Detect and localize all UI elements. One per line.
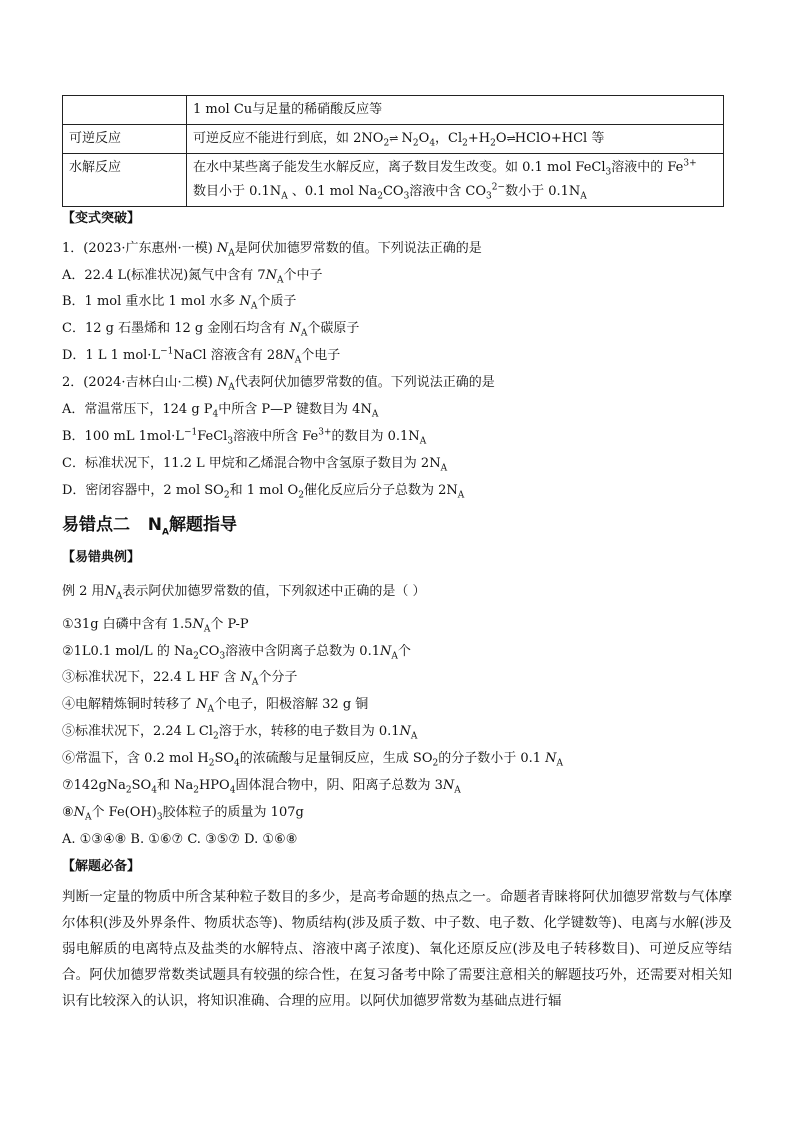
text: 个电子 <box>301 348 341 363</box>
text: 溶液中含阴离子总数为 0.1 <box>225 644 380 659</box>
text: 个 <box>397 644 411 659</box>
sup: −1 <box>160 346 174 357</box>
question-2-stem <box>62 373 495 393</box>
sub: 4 <box>229 785 236 796</box>
sub: A <box>203 624 211 635</box>
sub: A <box>251 677 259 688</box>
list-item <box>62 615 249 635</box>
section-label: 【变式突破】 <box>62 211 141 226</box>
text: ②1L0.1 mol/L 的 Na <box>62 644 194 659</box>
text: 2．(2024·吉林白山·二模) <box>62 375 217 390</box>
sub: 3 <box>486 191 492 202</box>
text: 表示阿伏加德罗常数的值，下列叙述中正确的是（ ） <box>122 584 426 599</box>
na-symbol: N <box>289 321 301 336</box>
sub: A <box>371 409 379 420</box>
na-symbol: N <box>379 644 392 659</box>
sub: 2 <box>490 138 496 149</box>
text: 和 1 mol O <box>229 483 299 498</box>
section-label: 【解题必备】 <box>62 859 141 874</box>
sub: 2 <box>462 138 468 149</box>
text: 个 P-P <box>210 617 249 632</box>
sub: 2 <box>383 138 390 149</box>
text: 易错点二 <box>62 515 130 535</box>
section-heading <box>62 510 237 538</box>
sub: 4 <box>429 138 436 149</box>
text: CO <box>198 644 220 659</box>
sub: A <box>294 355 302 366</box>
sub: 4 <box>234 758 240 769</box>
na-symbol: N <box>196 697 208 712</box>
sub: A <box>281 191 288 202</box>
text: N <box>401 131 413 146</box>
sub: 2 <box>193 785 199 796</box>
sub: A <box>391 651 398 662</box>
text: 溶液中含 CO <box>409 184 487 199</box>
text: N <box>147 515 162 535</box>
table-cell <box>63 96 187 125</box>
sub: 2 <box>432 758 439 769</box>
text: C．12 g 石墨烯和 12 g 金刚石均含有 <box>62 321 290 336</box>
equilibrium-arrow-icon: ⇌ <box>506 132 515 145</box>
text: A．常温常压下，124 g P <box>62 402 213 417</box>
sub: 3 <box>219 651 226 662</box>
text: SO <box>214 751 235 766</box>
text: 例 2 用 <box>62 584 105 599</box>
list-item <box>62 749 563 769</box>
text: ⑤标准状况下，2.24 L Cl <box>62 724 213 739</box>
sup: 3+ <box>683 158 697 169</box>
text: HPO <box>198 778 230 793</box>
text: NaCl 溶液含有 28 <box>173 348 284 363</box>
sub: A <box>440 463 448 474</box>
sub: A <box>410 731 418 742</box>
na-symbol: N <box>216 241 229 256</box>
text: 个碳原子 <box>307 321 360 336</box>
example-stem <box>62 582 426 602</box>
explanation-paragraph: 判断一定量的物质中所含某种粒子数目的多少，是高考命题的热点之一。命题者青睐将阿伏加德罗常数与气体摩尔体积(涉及外界条件、物质状态等)、物质结构(涉及质子数、中子数、电子数、化学键数等)、电离与水解(涉及弱电解质的电离特点及盐类的水解特点、溶液中离子浓度)、氧化还原反应(涉及电子转移数目)、可逆反应等结合。阿伏加德罗常数类试题具有较强的综合性，在复习备考中除了需要注意相关的解题技巧外，还需要对相关知识有比较深入的认识，将知识准确、合理的应用。以阿伏加德罗常数为基础点进行辐 <box>62 889 732 1009</box>
section-label: 【易错典例】 <box>62 550 141 565</box>
question-1-stem <box>62 239 482 259</box>
na-symbol: N <box>239 294 251 309</box>
text: 代表阿伏加德罗常数的值。下列说法正确的是 <box>234 375 495 390</box>
text: 胶体粒子的质量为 107g <box>162 805 304 820</box>
na-symbol: N <box>240 670 252 685</box>
text: ⑦142gNa <box>62 778 126 793</box>
text: ③标准状况下，22.4 L HF 含 <box>62 670 241 685</box>
text: ⑥常温下，含 0.2 mol H <box>62 751 209 766</box>
question-1-option-d <box>62 346 340 366</box>
text: 个分子 <box>258 670 298 685</box>
table-cell-category: 水解反应 <box>63 154 187 207</box>
text: O <box>418 131 430 146</box>
text: 和 Na <box>156 778 194 793</box>
answer-options: A. ①③④⑧ B. ①⑥⑦ C. ③⑤⑦ D. ①⑥⑧ <box>62 832 298 847</box>
text: 个 Fe(OH) <box>91 805 157 820</box>
question-1-option-a <box>62 266 323 286</box>
text: 催化反应后分子总数为 2N <box>303 483 458 498</box>
text: 的数目为 0.1N <box>331 429 420 444</box>
text: 、0.1 mol Na <box>291 184 378 199</box>
na-symbol: N <box>104 584 116 599</box>
text: ，Cl <box>435 131 463 146</box>
sub: A <box>162 527 169 538</box>
text: 个中子 <box>283 268 323 283</box>
list-item: $⑧N_A$个 $Fe(OH)_3$胶体粒子的质量为 107g <box>62 805 304 823</box>
sub: 2 <box>412 138 419 149</box>
text: SO <box>131 778 152 793</box>
question-2-option-d <box>62 481 464 501</box>
list-item <box>62 776 461 796</box>
sub: 2 <box>208 758 215 769</box>
sub: A <box>419 436 427 447</box>
sup: 2− <box>491 182 506 193</box>
text: HClO+HCl 等 <box>514 131 605 146</box>
sub: A <box>300 328 308 339</box>
reaction-table <box>62 95 724 207</box>
text: CO <box>382 184 404 199</box>
sub: 3 <box>403 191 410 202</box>
sub: 4 <box>151 785 157 796</box>
sub: 3 <box>227 436 234 447</box>
equilibrium-arrow-icon: ⇌ <box>389 132 398 145</box>
text: ④电解精炼铜时转移了 <box>62 697 197 712</box>
sub: A <box>457 490 465 501</box>
sub: 3 <box>156 812 163 823</box>
text: 数小于 0.1N <box>505 184 581 199</box>
na-symbol: N <box>545 751 557 766</box>
question-2-option-a <box>62 400 378 420</box>
sub: A <box>228 248 235 259</box>
sub: A <box>580 191 587 202</box>
sub: A <box>228 382 235 393</box>
text: 个电子，阳极溶解 32 g 铜 <box>214 697 369 712</box>
sub: 2 <box>377 191 383 202</box>
sub: 2 <box>298 490 304 501</box>
text: 是阿伏加德罗常数的值。下列说法正确的是 <box>234 241 482 256</box>
table-cell-category: 可逆反应 <box>63 125 187 154</box>
table-row <box>63 125 724 154</box>
text: 溶液中的 Fe <box>611 160 684 175</box>
sub: A <box>277 275 284 286</box>
sub: 2 <box>223 490 230 501</box>
table-cell <box>187 154 724 207</box>
sub: 3 <box>605 167 612 178</box>
sub: A <box>250 301 258 312</box>
sub: A <box>556 758 564 769</box>
na-symbol: N <box>283 348 295 363</box>
text: ①31g 白磷中含有 1.5 <box>62 617 193 632</box>
text: FeCl <box>197 429 228 444</box>
text: 固体混合物中，阴、阳离子总数为 3 <box>235 778 443 793</box>
text: D．1 L 1 mol·L <box>62 348 161 363</box>
na-symbol: N <box>73 805 86 820</box>
question-1-option-c <box>62 319 359 339</box>
text: B．1 mol 重水比 1 mol 水多 <box>62 294 240 309</box>
sub: 4 <box>212 409 219 420</box>
table-row <box>63 154 724 207</box>
table-cell <box>187 125 724 154</box>
sup: 3+ <box>318 427 332 438</box>
text: 个质子 <box>257 294 297 309</box>
question-1-option-b <box>62 292 296 312</box>
text: C．标准状况下，11.2 L 甲烷和乙烯混合物中含氢原子数目为 2N <box>62 456 441 471</box>
sub: A <box>115 591 123 602</box>
sub: 2 <box>212 731 219 742</box>
text: 在水中某些离子能发生水解反应，离子数目发生改变。如 0.1 mol FeCl <box>193 160 606 175</box>
na-symbol: N <box>399 724 411 739</box>
sub: A <box>454 785 461 796</box>
text: 的分子数小于 0.1 <box>438 751 546 766</box>
text: 数目小于 0.1N <box>193 184 282 199</box>
table-cell: 1 mol Cu与足量的稀硝酸反应等 <box>187 96 724 125</box>
text: A．22.4 L(标准状况)氮气中含有 7 <box>62 268 266 283</box>
text: 溶液中所含 Fe <box>233 429 319 444</box>
table-row <box>63 96 724 125</box>
list-item <box>62 642 411 662</box>
na-symbol: N <box>442 778 455 793</box>
question-2-option-b <box>62 427 426 447</box>
na-symbol: N <box>216 375 229 390</box>
sub: 2 <box>125 785 132 796</box>
question-2-option-c <box>62 454 447 474</box>
sup: −1 <box>183 427 198 438</box>
text: 可逆反应不能进行到底，如 2NO <box>193 131 384 146</box>
text: +H <box>467 131 491 146</box>
list-item <box>62 722 417 742</box>
text: 中所含 P—P 键数目为 4N <box>218 402 372 417</box>
text: 1．(2023·广东惠州·一模) <box>62 241 217 256</box>
text: B．100 mL 1mol·L <box>62 429 184 444</box>
text: 溶于水，转移的电子数目为 0.1 <box>218 724 400 739</box>
text: O <box>495 131 507 146</box>
sub: A <box>85 812 92 823</box>
list-item <box>62 695 368 715</box>
text: D．密闭容器中，2 mol SO <box>62 483 224 498</box>
text: 解题指导 <box>168 515 237 535</box>
na-symbol: N <box>265 268 278 283</box>
list-item <box>62 668 297 688</box>
text: 的浓硫酸与足量铜反应，生成 SO <box>239 751 433 766</box>
sub: 2 <box>193 651 199 662</box>
sub: A <box>207 704 215 715</box>
na-symbol: N <box>192 617 204 632</box>
